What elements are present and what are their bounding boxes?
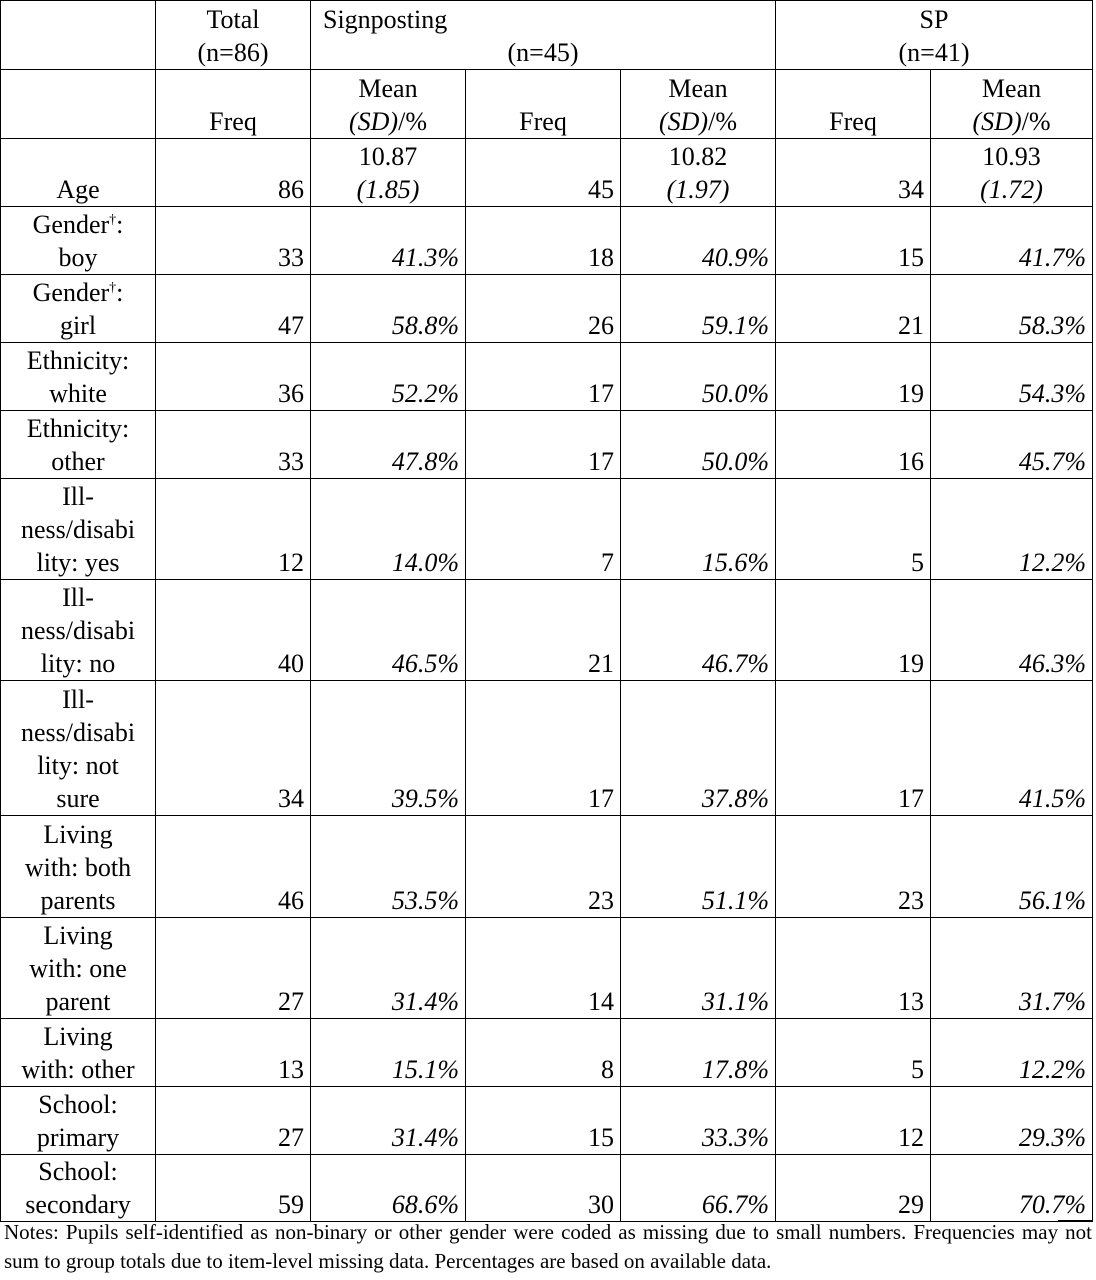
signposting-pct-cell: 15.6% xyxy=(621,479,776,580)
sp-pct-cell: 46.3% xyxy=(931,580,1093,681)
row-label: Ill- ness/disabi lity: yes xyxy=(1,479,156,580)
signposting-pct-cell: 46.7% xyxy=(621,580,776,681)
total-mean-header: Mean (SD)/% xyxy=(311,70,466,139)
sp-pct-cell: 41.5% xyxy=(931,681,1093,816)
total-pct-cell: 39.5% xyxy=(311,681,466,816)
signposting-freq-cell: 8 xyxy=(466,1019,621,1087)
sp-pct-cell: 45.7% xyxy=(931,411,1093,479)
signposting-pct-cell: 50.0% xyxy=(621,343,776,411)
signposting-freq-cell: 7 xyxy=(466,479,621,580)
total-group-n: (n=86) xyxy=(197,38,269,67)
signposting-freq-cell: 18 xyxy=(466,207,621,275)
table-row xyxy=(1,816,1093,918)
total-freq-header: Freq xyxy=(156,70,311,139)
signposting-freq-cell: 21 xyxy=(466,580,621,681)
blank-corner-cell xyxy=(1,1,156,70)
table-row xyxy=(1,343,1093,411)
total-freq-cell: 86 xyxy=(156,139,311,207)
signposting-pct-cell: 59.1% xyxy=(621,275,776,343)
table-notes: Notes: Pupils self-identified as non-binary or other gender were coded as missing due to small numbers. Frequencies may not sum to group totals due to item-level missing data. Percentages are based on available data. xyxy=(4,1220,1092,1273)
row-label: Living with: one parent xyxy=(1,918,156,1019)
total-freq-cell: 12 xyxy=(156,479,311,580)
row-label: School: primary xyxy=(1,1087,156,1155)
table-row xyxy=(1,139,1093,207)
total-mean-cell: 10.87 (1.85) xyxy=(311,139,466,207)
sp-freq-cell: 23 xyxy=(776,816,931,918)
signposting-freq-header: Freq xyxy=(466,70,621,139)
sp-group-n: (n=41) xyxy=(898,38,970,67)
sp-freq-cell: 21 xyxy=(776,275,931,343)
signposting-freq-cell: 15 xyxy=(466,1087,621,1155)
signposting-freq-cell: 17 xyxy=(466,343,621,411)
sp-pct-cell: 41.7% xyxy=(931,207,1093,275)
dagger-footnote-mark: † xyxy=(109,280,117,296)
sp-group-name: SP xyxy=(919,5,949,34)
row-label: Living with: both parents xyxy=(1,816,156,918)
signposting-freq-cell: 30 xyxy=(466,1155,621,1222)
total-pct-cell: 47.8% xyxy=(311,411,466,479)
sp-pct-cell: 70.7% xyxy=(931,1155,1093,1222)
total-pct-cell: 41.3% xyxy=(311,207,466,275)
signposting-freq-cell: 26 xyxy=(466,275,621,343)
total-freq-cell: 40 xyxy=(156,580,311,681)
row-label: Ill- ness/disabi lity: no xyxy=(1,580,156,681)
signposting-pct-cell: 51.1% xyxy=(621,816,776,918)
sp-freq-cell: 5 xyxy=(776,479,931,580)
total-freq-cell: 59 xyxy=(156,1155,311,1222)
table-row xyxy=(1,681,1093,816)
total-freq-cell: 27 xyxy=(156,1087,311,1155)
total-group-header xyxy=(156,1,311,70)
row-label: Gender†: girl xyxy=(1,275,156,343)
sp-freq-cell: 5 xyxy=(776,1019,931,1087)
total-freq-cell: 47 xyxy=(156,275,311,343)
total-pct-cell: 31.4% xyxy=(311,918,466,1019)
sp-mean-cell: 10.93 (1.72) xyxy=(931,139,1093,207)
sp-mean-header: Mean (SD)/% xyxy=(931,70,1093,139)
signposting-pct-cell: 33.3% xyxy=(621,1087,776,1155)
total-freq-cell: 33 xyxy=(156,207,311,275)
signposting-pct-cell: 37.8% xyxy=(621,681,776,816)
sp-freq-cell: 13 xyxy=(776,918,931,1019)
subheader-row xyxy=(1,70,1093,139)
row-label: Living with: other xyxy=(1,1019,156,1087)
sp-group-header xyxy=(776,1,1093,70)
sp-pct-cell: 56.1% xyxy=(931,816,1093,918)
total-pct-cell: 52.2% xyxy=(311,343,466,411)
row-label: Ethnicity: other xyxy=(1,411,156,479)
sp-freq-cell: 15 xyxy=(776,207,931,275)
sp-freq-cell: 29 xyxy=(776,1155,931,1222)
sp-freq-cell: 12 xyxy=(776,1087,931,1155)
table-row xyxy=(1,207,1093,275)
total-freq-cell: 36 xyxy=(156,343,311,411)
group-header-row xyxy=(1,1,1093,70)
table-row xyxy=(1,411,1093,479)
total-pct-cell: 14.0% xyxy=(311,479,466,580)
table-row xyxy=(1,1155,1093,1222)
total-pct-cell: 53.5% xyxy=(311,816,466,918)
table-row xyxy=(1,580,1093,681)
total-freq-cell: 33 xyxy=(156,411,311,479)
sp-pct-cell: 12.2% xyxy=(931,1019,1093,1087)
sp-pct-cell: 54.3% xyxy=(931,343,1093,411)
sp-freq-cell: 19 xyxy=(776,343,931,411)
total-pct-cell: 31.4% xyxy=(311,1087,466,1155)
row-label: School: secondary xyxy=(1,1155,156,1222)
dagger-footnote-mark: † xyxy=(109,212,117,228)
total-pct-cell: 46.5% xyxy=(311,580,466,681)
total-pct-cell: 15.1% xyxy=(311,1019,466,1087)
signposting-mean-header: Mean (SD)/% xyxy=(621,70,776,139)
row-label: Ethnicity: white xyxy=(1,343,156,411)
row-label: Gender†: boy xyxy=(1,207,156,275)
signposting-freq-cell: 23 xyxy=(466,816,621,918)
sp-pct-cell: 12.2% xyxy=(931,479,1093,580)
signposting-group-header xyxy=(311,1,776,70)
table-row xyxy=(1,918,1093,1019)
total-freq-cell: 34 xyxy=(156,681,311,816)
total-pct-cell: 68.6% xyxy=(311,1155,466,1222)
signposting-pct-cell: 40.9% xyxy=(621,207,776,275)
total-freq-cell: 46 xyxy=(156,816,311,918)
signposting-freq-cell: 45 xyxy=(466,139,621,207)
signposting-freq-cell: 17 xyxy=(466,681,621,816)
sp-freq-cell: 16 xyxy=(776,411,931,479)
signposting-pct-cell: 50.0% xyxy=(621,411,776,479)
row-label: Age xyxy=(1,139,156,207)
total-freq-cell: 27 xyxy=(156,918,311,1019)
sp-freq-cell: 19 xyxy=(776,580,931,681)
table-row xyxy=(1,479,1093,580)
sp-freq-cell: 17 xyxy=(776,681,931,816)
signposting-freq-cell: 17 xyxy=(466,411,621,479)
signposting-mean-cell: 10.82 (1.97) xyxy=(621,139,776,207)
table-row xyxy=(1,275,1093,343)
sp-pct-cell: 31.7% xyxy=(931,918,1093,1019)
total-group-name: Total xyxy=(206,5,260,34)
blank-subheader-cell xyxy=(1,70,156,139)
total-pct-cell: 58.8% xyxy=(311,275,466,343)
sp-freq-header: Freq xyxy=(776,70,931,139)
table-row xyxy=(1,1087,1093,1155)
signposting-pct-cell: 17.8% xyxy=(621,1019,776,1087)
total-freq-cell: 13 xyxy=(156,1019,311,1087)
table-row xyxy=(1,1019,1093,1087)
sp-pct-cell: 29.3% xyxy=(931,1087,1093,1155)
signposting-group-n: (n=45) xyxy=(507,38,579,67)
row-label: Ill- ness/disabi lity: not sure xyxy=(1,681,156,816)
sp-freq-cell: 34 xyxy=(776,139,931,207)
sp-pct-cell: 58.3% xyxy=(931,275,1093,343)
signposting-freq-cell: 14 xyxy=(466,918,621,1019)
signposting-pct-cell: 66.7% xyxy=(621,1155,776,1222)
signposting-pct-cell: 31.1% xyxy=(621,918,776,1019)
signposting-group-name: Signposting xyxy=(323,5,448,34)
